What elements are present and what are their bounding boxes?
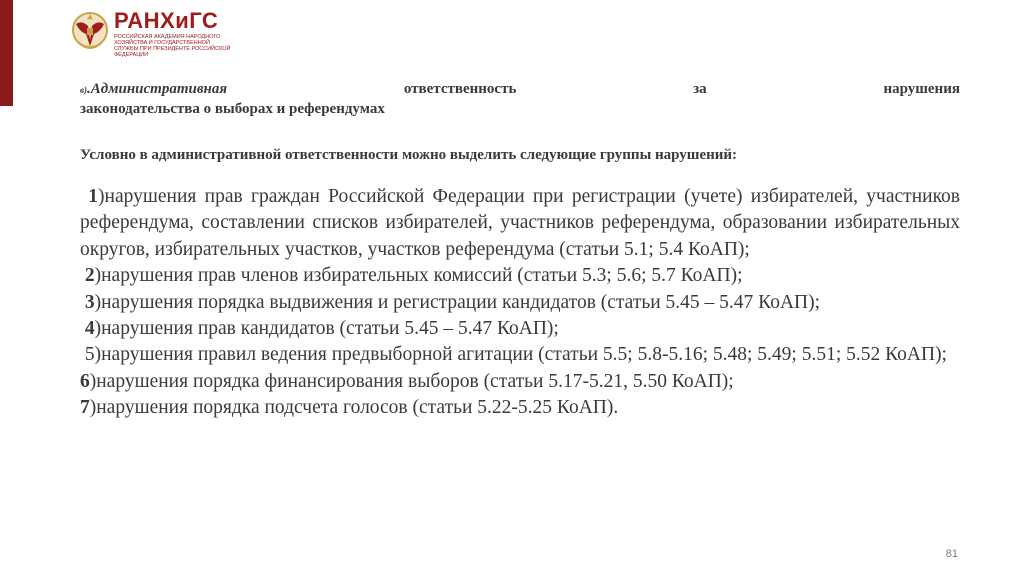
- item-number: 1: [88, 186, 99, 207]
- list-item: [80, 342, 960, 368]
- logo-subtitle: РОССИЙСКАЯ АКАДЕМИЯ НАРОДНОГО ХОЗЯЙСТВА И ГОСУДАРСТВЕННОЙ СЛУЖБЫ ПРИ ПРЕЗИДЕНТЕ РОССИЙСКОЙ ФЕДЕРАЦИИ: [114, 34, 231, 58]
- item-number: 2: [84, 265, 95, 287]
- section-heading: [80, 80, 960, 119]
- heading-word-violations: нарушения: [883, 81, 960, 97]
- list-item: [80, 316, 960, 342]
- violations-list: [80, 184, 960, 422]
- item-text: )нарушения прав кандидатов (статьи 5.45 – 5.47 КоАП);: [94, 318, 559, 340]
- item-text: )нарушения порядка выдвижения и регистрации кандидатов (статьи 5.45 – 5.47 КоАП);: [94, 291, 821, 313]
- list-item: [80, 290, 960, 316]
- list-item: [80, 395, 960, 421]
- page-number: 81: [945, 548, 958, 560]
- heading-word-for: за: [693, 81, 707, 97]
- intro-text: Условно в административной ответственности можно выделить следующие группы нарушений:: [80, 147, 738, 163]
- item-text: )нарушения прав членов избирательных комиссий (статьи 5.3; 5.6; 5.7 КоАП);: [94, 265, 743, 287]
- item-number: 6: [80, 370, 90, 392]
- heading-prefix: в): [80, 85, 88, 95]
- list-item: [80, 369, 960, 395]
- heading-line-2: законодательства о выборах и референдумах: [80, 101, 385, 117]
- list-item: [80, 184, 960, 263]
- item-text: 5)нарушения правил ведения предвыборной агитации (статьи 5.5; 5.8-5.16; 5.48; 5.49; 5.51; 5.52 КоАП);: [84, 344, 947, 366]
- item-number: 4: [84, 318, 95, 340]
- heading-first-word: [80, 80, 227, 100]
- heading-word-responsibility: ответственность: [403, 81, 517, 97]
- item-number: 3: [84, 291, 95, 313]
- list-item: [80, 263, 960, 289]
- item-text: )нарушения порядка подсчета голосов (статьи 5.22-5.25 КоАП).: [89, 397, 619, 419]
- heading-word-administrative: .Административная: [87, 81, 228, 97]
- double-headed-eagle-icon: [70, 6, 110, 56]
- item-text: )нарушения порядка финансирования выборов (статьи 5.17-5.21, 5.50 КоАП);: [89, 370, 734, 392]
- item-text: )нарушения прав граждан Российской Федерации при регистрации (учете) избирателей, участников референдума, составлении списков избирателей, участников референдума, образовании избирательных округов, избирательных участков, участков референдума (статьи 5.1; 5.4 КоАП);: [80, 186, 961, 260]
- logo-brand-text: РАНХиГС: [114, 8, 219, 33]
- left-accent-bar: [0, 0, 13, 106]
- item-number: 7: [80, 397, 90, 419]
- ranepa-logo: [70, 6, 230, 58]
